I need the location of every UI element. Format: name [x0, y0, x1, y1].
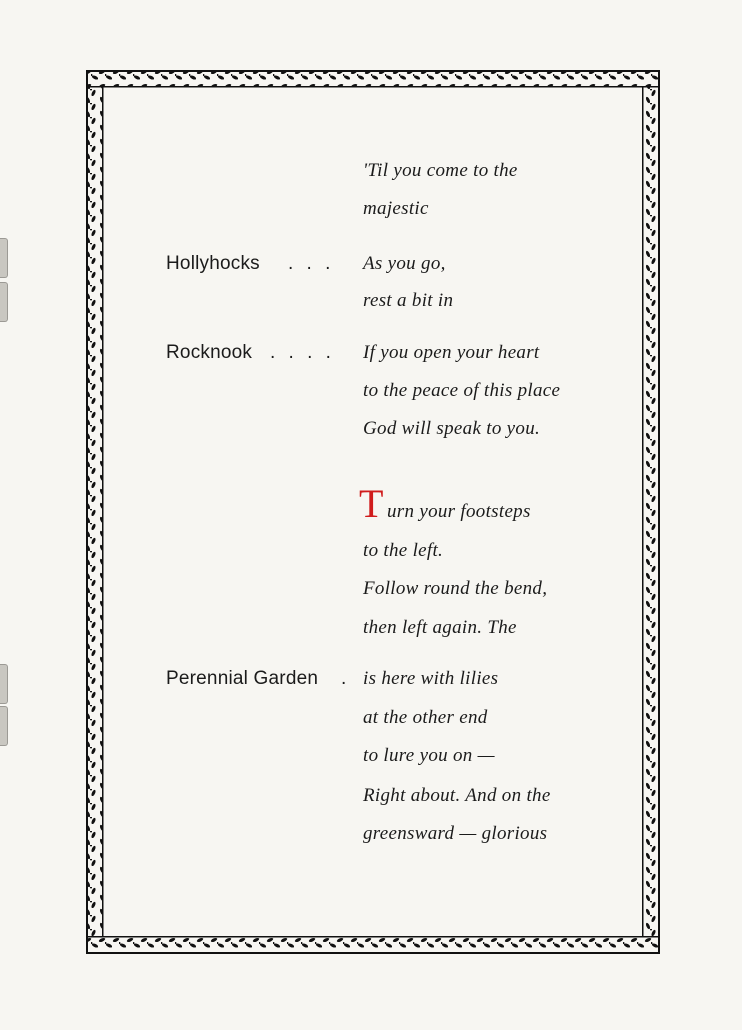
verse-line-5: If you open your heart — [363, 342, 540, 363]
verse-line-4: rest a bit in — [363, 290, 454, 311]
verse-line-13: at the other end — [363, 707, 488, 728]
staple-top — [0, 238, 8, 278]
verse-line-16: greensward — glorious — [363, 823, 548, 844]
verse-line-1: 'Til you come to the — [363, 160, 518, 181]
verse-line-15: Right about. And on the — [363, 785, 551, 806]
verse-line-2: majestic — [363, 198, 429, 219]
verse-line-3: As you go, — [363, 253, 446, 274]
place-rocknook: Rocknook — [166, 342, 253, 363]
staple-bottom — [0, 664, 8, 704]
verse-line-8 — [359, 481, 531, 526]
verse-line-6: to the peace of this place — [363, 380, 561, 401]
leader-dots-hollyhocks: . . . — [288, 253, 335, 274]
verse-line-7: God will speak to you. — [363, 418, 541, 439]
staple-bottom-2 — [0, 706, 8, 746]
place-perennial-garden: Perennial Garden — [166, 668, 319, 689]
verse-line-8-text: urn your footsteps — [387, 501, 531, 522]
verse-line-11: then left again. The — [363, 617, 517, 638]
leader-dots-perennial: . — [341, 668, 351, 689]
staple-top-2 — [0, 282, 8, 322]
drop-cap: T — [359, 481, 384, 526]
verse-line-14: to lure you on — — [363, 745, 495, 766]
verse-line-9: to the left. — [363, 540, 444, 561]
verse-line-10: Follow round the bend, — [363, 578, 548, 599]
place-hollyhocks: Hollyhocks — [166, 253, 260, 274]
verse-line-12: is here with lilies — [363, 668, 499, 689]
leader-dots-rocknook: . . . . — [270, 342, 335, 363]
